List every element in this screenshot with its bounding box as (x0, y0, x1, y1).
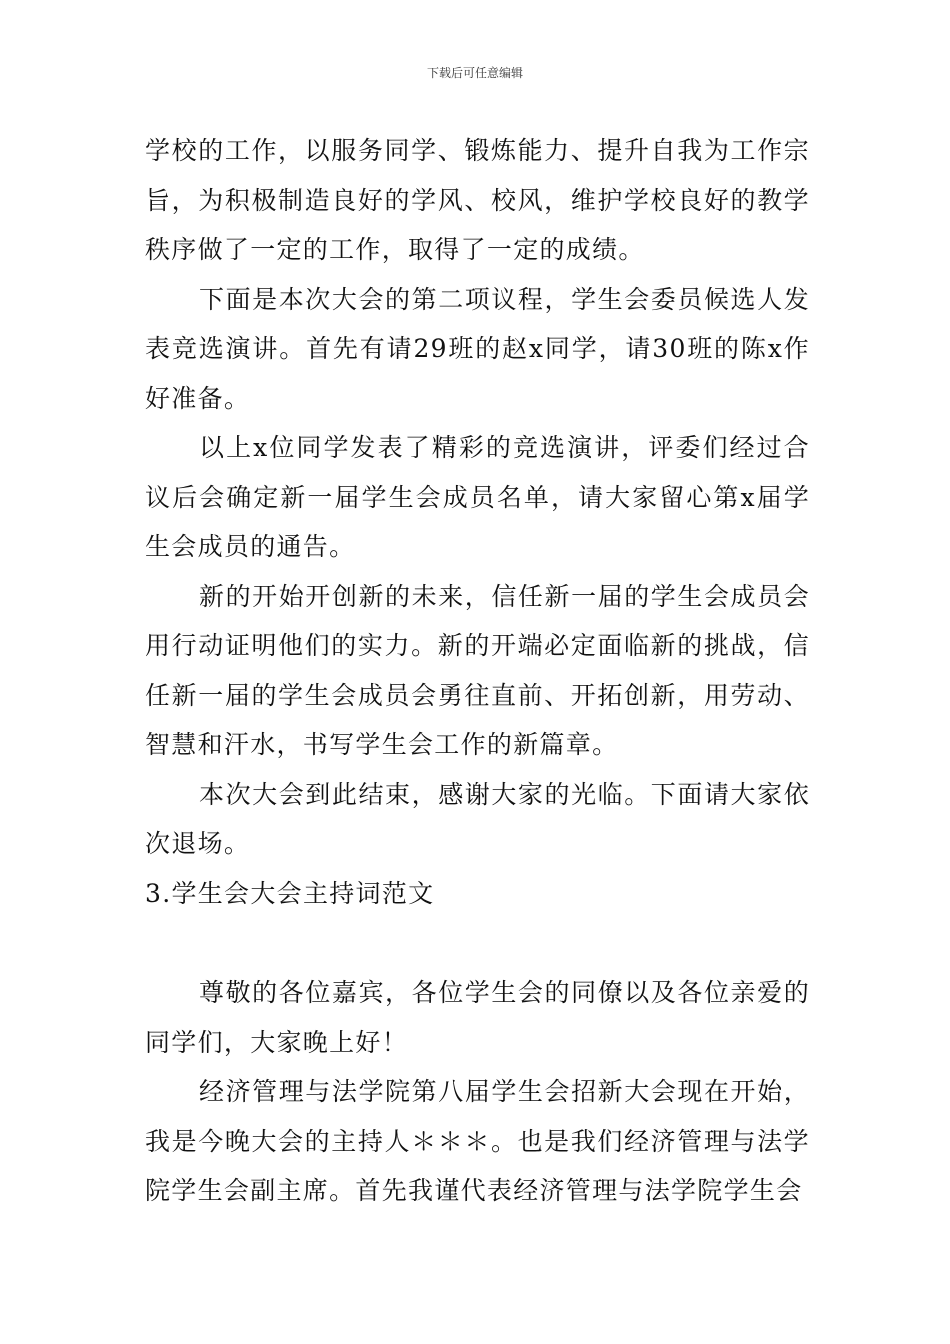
paragraph-5: 本次大会到此结束，感谢大家的光临。下面请大家依次退场。 (145, 779, 810, 858)
paragraph-3: 以上x位同学发表了精彩的竞选演讲，评委们经过合议后会确定新一届学生会成员名单，请大家留心第x届学生会成员的通告。 (145, 433, 810, 561)
blank-line (145, 918, 810, 968)
paragraph-7: 经济管理与法学院第八届学生会招新大会现在开始，我是今晚大会的主持人＊＊＊。也是我们经济管理与法学院学生会副主席。首先我谨代表经济管理与法学院学生会 (145, 1077, 810, 1205)
document-body (145, 126, 810, 1216)
page-header: 下载后可任意编辑 (426, 66, 523, 80)
paragraph-6: 尊敬的各位嘉宾，各位学生会的同僚以及各位亲爱的同学们，大家晚上好！ (145, 978, 810, 1057)
section-heading: 3.学生会大会主持词范文 (145, 878, 435, 908)
paragraph-2: 下面是本次大会的第二项议程，学生会委员候选人发表竞选演讲。首先有请29班的赵x同学，请30班的陈x作好准备。 (145, 284, 810, 413)
paragraph-1: 学校的工作，以服务同学、锻炼能力、提升自我为工作宗旨，为积极制造良好的学风、校风，维护学校良好的教学秩序做了一定的工作，取得了一定的成绩。 (145, 136, 810, 264)
paragraph-4: 新的开始开创新的未来，信任新一届的学生会成员会用行动证明他们的实力。新的开端必定面临新的挑战，信任新一届的学生会成员会勇往直前、开拓创新，用劳动、智慧和汗水，书写学生会工作的新篇章。 (145, 581, 810, 759)
